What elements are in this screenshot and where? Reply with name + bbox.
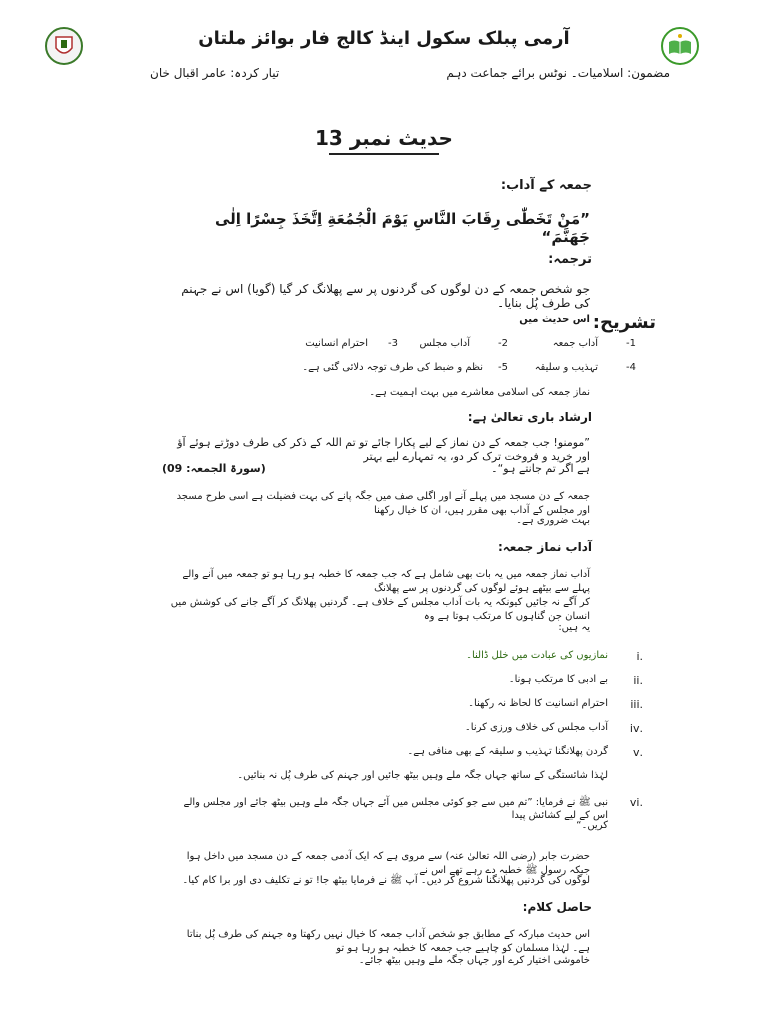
school-name: آرمی پبلک سکول اینڈ کالج فار بوائز ملتان — [198, 28, 570, 49]
adaab-para-1: آداب نماز جمعہ میں یہ بات بھی شامل ہے کہ جب جمعہ کا خطبہ ہو رہا ہو تو جمعہ میں آنے والے پہلے سے بیٹھے ہوئے لوگوں کی گردنوں پر سے پھلانگ — [182, 569, 590, 594]
list-item: نبی ﷺ نے فرمایا: ”تم میں سے جو کوئی مجلس میں آئے جہاں جگہ ملے وہیں بیٹھ جائے اور مجلس والے اس کے لیے کشائش پیدا — [183, 797, 608, 821]
list-item: نمازیوں کی عبادت میں خلل ڈالنا۔ — [466, 650, 608, 661]
hasil-para-2: خاموشی اختیار کرے اور جہاں جگہ ملے وہیں بیٹھ جائے۔ — [358, 955, 590, 966]
prepared-by-label: تیار کردہ: عامر اقبال خان — [150, 66, 280, 80]
book-emblem-logo — [660, 26, 700, 66]
list-num: .i — [636, 650, 643, 663]
list-item: احترام انسانیت کا لحاظ نہ رکھنا۔ — [468, 698, 608, 709]
jumma-para-2: بہت ضروری ہے۔ — [516, 515, 590, 526]
hasil-para-1: اس حدیث مبارکہ کے مطابق جو شخص آداب جمعہ کا خیال نہیں رکھتا وہ جہنم کی طرف پُل بناتا ہے۔ لہٰذا مسلمان کو چاہیے جب جمعہ کا خطبہ ہو رہا ہو تو — [186, 929, 590, 954]
adaab-heading: جمعہ کے آداب: — [500, 178, 592, 193]
irshad-text-1: ”مومنو! جب جمعہ کے دن نماز کے لیے پکارا جائے تو تم اللہ کے ذکر کی طرف دوڑتے ہوئے آؤ اور خرید و فروخت ترک کر دو، یہ تمہارے لیے بہتر — [177, 436, 590, 463]
list-num: .vi — [629, 796, 643, 809]
jabir-para-2: لوگوں کی گردنیں پھلانگنا شروع کر دیں۔ آپ ﷺ نے فرمایا بیٹھ جا! تو نے تکلیف دی اور برا کام کیا۔ — [182, 875, 590, 886]
tarjama-heading: ترجمہ: — [548, 252, 592, 267]
irshad-heading: ارشاد باری تعالیٰ ہے: — [467, 410, 592, 424]
point-num: 4- — [626, 362, 636, 373]
point-text: آداب جمعہ — [552, 338, 598, 349]
list-num: .ii — [633, 674, 643, 687]
list-num: .v — [632, 746, 643, 759]
list-item-cont: کریں۔“ — [576, 820, 608, 831]
list-item: آداب مجلس کی خلاف ورزی کرنا۔ — [464, 722, 608, 733]
point-text: آداب مجلس — [419, 338, 470, 349]
tashreeh-heading: تشریح: — [592, 312, 656, 333]
list-num: .iv — [629, 722, 643, 735]
jumma-para-1: جمعہ کے دن مسجد میں پہلے آنے اور اگلی صف میں جگہ پانے کی بہت فضیلت ہے اسی طرح مسجد اور مجلس کے آداب بھی مقرر ہیں، ان کا خیال رکھنا — [176, 491, 590, 516]
subject-label: مضمون: اسلامیات۔ نوٹس برائے جماعت دہم — [446, 66, 670, 80]
point-num: 5- — [498, 362, 508, 373]
adaab-namaz-heading: آداب نماز جمعہ: — [497, 540, 592, 554]
lehaza-line: لہٰذا شائستگی کے ساتھ جہاں جگہ ملے وہیں بیٹھ جائیں اور جہنم کی طرف پُل نہ بنائیں۔ — [237, 770, 608, 781]
point-text: نظم و ضبط کی طرف توجہ دلائی گئی ہے۔ — [302, 362, 483, 373]
hasil-heading: حاصل کلام: — [522, 900, 592, 914]
namaz-line: نماز جمعہ کی اسلامی معاشرے میں بہت اہمیت ہے۔ — [369, 387, 590, 398]
adaab-para-2: کر آگے نہ جائیں کیونکہ یہ بات آداب مجلس کے خلاف ہے۔ گردنیں پھلانگ کر آگے جانے کی کوشش میں انسان جن گناہوں کا مرتکب ہوتا ہے وہ — [170, 597, 590, 622]
verse-reference: (سورۃ الجمعہ: 09) — [162, 462, 266, 475]
point-num: 3- — [388, 338, 398, 349]
irshad-text-2: ہے اگر تم جانتے ہو“۔ — [491, 462, 590, 475]
point-num: 1- — [626, 338, 636, 349]
list-item: گردن پھلانگنا تہذیب و سلیقہ کے بھی منافی ہے۔ — [407, 746, 608, 757]
arabic-hadith: ”مَنْ تَخَطّٰی رِقَابَ النَّاسِ یَوْمَ الْجُمُعَةِ اِتَّخَذَ جِسْرًا اِلٰی جَهَنَّمَ“ — [214, 210, 590, 246]
school-crest-logo — [44, 26, 84, 66]
jabir-para-1: حضرت جابر (رضی اللہ تعالیٰ عنہ) سے مروی ہے کہ ایک آدمی جمعہ کے دن مسجد میں داخل ہوا جبکہ رسول ﷺ خطبہ دے رہے تھے اس نے — [186, 851, 590, 876]
list-num: .iii — [630, 698, 643, 711]
tarjama-text: جو شخص جمعہ کے دن لوگوں کی گردنوں پر سے پھلانگ کر گیا (گویا) اس نے جہنم کی طرف پُل بنایا۔ — [181, 282, 590, 310]
point-num: 2- — [498, 338, 508, 349]
ye-hain: یہ ہیں: — [558, 622, 590, 633]
is-hadith-mein: اس حدیث میں — [519, 314, 590, 325]
page-title: حدیث نمبر 13 — [300, 126, 468, 155]
point-text: احترام انسانیت — [305, 338, 368, 349]
point-text: تہذیب و سلیقہ — [534, 362, 598, 373]
list-item: بے ادبی کا مرتکب ہونا۔ — [508, 674, 608, 685]
